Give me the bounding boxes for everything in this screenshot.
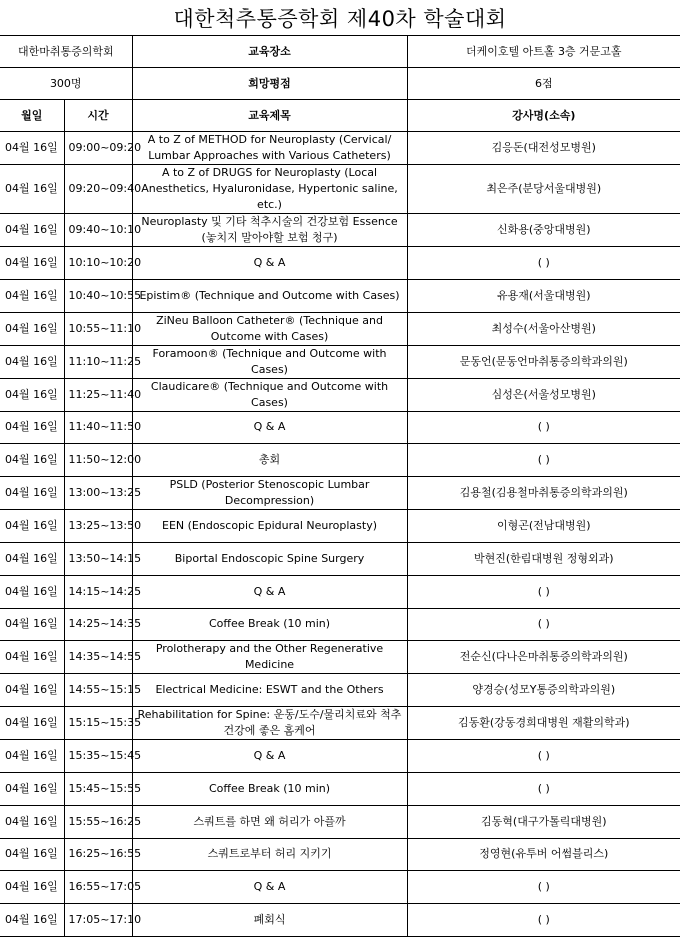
time-cell: 15:15~15:35 [64,707,132,740]
time-cell: 13:25~13:50 [64,510,132,543]
topic-cell: Neuroplasty 및 기타 척추시술의 건강보험 Essence (놓치지 말아야할 보험 청구) [132,214,407,247]
time-cell: 11:40~11:50 [64,411,132,444]
topic-cell: 총회 [132,444,407,477]
topic-cell: Q & A [132,871,407,904]
column-header-speaker: 강사명(소속) [407,100,680,132]
time-cell: 11:50~12:00 [64,444,132,477]
date-cell: 04월 16일 [0,542,64,575]
topic-cell: Rehabilitation for Spine: 운동/도수/물리치료와 척추 건강에 좋은 홈케어 [132,707,407,740]
speaker-cell: ( ) [407,444,680,477]
speaker-cell: 이형곤(전남대병원) [407,510,680,543]
date-cell: 04월 16일 [0,477,64,510]
date-cell: 04월 16일 [0,165,64,214]
time-cell: 09:20~09:40 [64,165,132,214]
date-cell: 04월 16일 [0,805,64,838]
speaker-cell: 신화용(중앙대병원) [407,214,680,247]
speaker-cell: ( ) [407,740,680,773]
info-row-venue [0,36,680,68]
time-cell: 16:55~17:05 [64,871,132,904]
table-row [0,707,680,740]
date-cell: 04월 16일 [0,510,64,543]
topic-cell: Claudicare® (Technique and Outcome with Cases) [132,378,407,411]
time-cell: 14:35~14:55 [64,641,132,674]
credit-value: 6점 [407,68,680,100]
time-cell: 09:40~10:10 [64,214,132,247]
topic-cell: EEN (Endoscopic Epidural Neuroplasty) [132,510,407,543]
speaker-cell: 정영현(유투버 어썸블리스) [407,838,680,871]
topic-cell: Q & A [132,247,407,280]
credit-label: 희망평점 [132,68,407,100]
topic-cell: 스쿼트로부터 허리 지키기 [132,838,407,871]
table-row [0,904,680,937]
table-row [0,740,680,773]
speaker-cell: 전순신(다나은마취통증의학과의원) [407,641,680,674]
time-cell: 09:00~09:20 [64,132,132,165]
topic-cell: Q & A [132,575,407,608]
speaker-cell: 김동환(강동경희대병원 재활의학과) [407,707,680,740]
speaker-cell: 문동언(문동언마취통증의학과의원) [407,345,680,378]
speaker-cell: ( ) [407,871,680,904]
date-cell: 04월 16일 [0,575,64,608]
topic-cell: Coffee Break (10 min) [132,772,407,805]
time-cell: 17:05~17:10 [64,904,132,937]
topic-cell: Prolotherapy and the Other Regenerative Medicine [132,641,407,674]
topic-cell: 스쿼트를 하면 왜 허리가 아플까 [132,805,407,838]
date-cell: 04월 16일 [0,608,64,641]
time-cell: 14:25~14:35 [64,608,132,641]
speaker-cell: 심성은(서울성모병원) [407,378,680,411]
time-cell: 15:55~16:25 [64,805,132,838]
speaker-cell: 유용재(서울대병원) [407,279,680,312]
time-cell: 16:25~16:55 [64,838,132,871]
date-cell: 04월 16일 [0,444,64,477]
column-header-topic: 교육제목 [132,100,407,132]
time-cell: 15:35~15:45 [64,740,132,773]
capacity-cell: 300명 [0,68,132,100]
time-cell: 13:50~14:15 [64,542,132,575]
speaker-cell: ( ) [407,904,680,937]
schedule-table [0,35,680,937]
table-row [0,838,680,871]
table-row [0,345,680,378]
date-cell: 04월 16일 [0,378,64,411]
organizer-cell: 대한마취통증의학회 [0,36,132,68]
table-row [0,132,680,165]
column-header-row [0,100,680,132]
date-cell: 04월 16일 [0,132,64,165]
speaker-cell: ( ) [407,411,680,444]
speaker-cell: 최성수(서울아산병원) [407,312,680,345]
time-cell: 10:40~10:55 [64,279,132,312]
date-cell: 04월 16일 [0,247,64,280]
date-cell: 04월 16일 [0,674,64,707]
date-cell: 04월 16일 [0,871,64,904]
date-cell: 04월 16일 [0,904,64,937]
date-cell: 04월 16일 [0,740,64,773]
date-cell: 04월 16일 [0,279,64,312]
table-row [0,772,680,805]
topic-cell: Electrical Medicine: ESWT and the Others [132,674,407,707]
table-row [0,674,680,707]
speaker-cell: ( ) [407,608,680,641]
topic-cell: Q & A [132,411,407,444]
venue-value: 더케이호텔 아트홀 3층 거문고홀 [407,36,680,68]
date-cell: 04월 16일 [0,411,64,444]
time-cell: 10:10~10:20 [64,247,132,280]
table-row [0,247,680,280]
table-row [0,444,680,477]
topic-cell: ZiNeu Balloon Catheter® (Technique and Outcome with Cases) [132,312,407,345]
time-cell: 13:00~13:25 [64,477,132,510]
speaker-cell: ( ) [407,772,680,805]
topic-cell: 폐회식 [132,904,407,937]
column-header-date: 월일 [0,100,64,132]
table-row [0,279,680,312]
table-row [0,641,680,674]
speaker-cell: ( ) [407,575,680,608]
table-row [0,477,680,510]
topic-cell: Foramoon® (Technique and Outcome with Cases) [132,345,407,378]
table-row [0,378,680,411]
speaker-cell: 최은주(분당서울대병원) [407,165,680,214]
topic-cell: A to Z of METHOD for Neuroplasty (Cervical/ Lumbar Approaches with Various Catheters) [132,132,407,165]
speaker-cell: 김용철(김용철마취통증의학과의원) [407,477,680,510]
topic-cell: Epistim® (Technique and Outcome with Cases) [132,279,407,312]
date-cell: 04월 16일 [0,312,64,345]
time-cell: 11:10~11:25 [64,345,132,378]
topic-cell: Coffee Break (10 min) [132,608,407,641]
speaker-cell: ( ) [407,247,680,280]
speaker-cell: 김동혁(대구가톨릭대병원) [407,805,680,838]
table-row [0,510,680,543]
date-cell: 04월 16일 [0,214,64,247]
speaker-cell: 양경승(성모Y통증의학과의원) [407,674,680,707]
table-row [0,411,680,444]
table-row [0,312,680,345]
topic-cell: Biportal Endoscopic Spine Surgery [132,542,407,575]
time-cell: 14:55~15:15 [64,674,132,707]
date-cell: 04월 16일 [0,641,64,674]
topic-cell: PSLD (Posterior Stenoscopic Lumbar Decompression) [132,477,407,510]
table-row [0,542,680,575]
date-cell: 04월 16일 [0,838,64,871]
time-cell: 14:15~14:25 [64,575,132,608]
column-header-time: 시간 [64,100,132,132]
table-row [0,871,680,904]
date-cell: 04월 16일 [0,707,64,740]
topic-cell: Q & A [132,740,407,773]
time-cell: 11:25~11:40 [64,378,132,411]
topic-cell: A to Z of DRUGS for Neuroplasty (Local Anesthetics, Hyaluronidase, Hypertonic saline, etc.) [132,165,407,214]
table-row [0,214,680,247]
speaker-cell: 박현진(한림대병원 정형외과) [407,542,680,575]
table-row [0,608,680,641]
speaker-cell: 김응돈(대전성모병원) [407,132,680,165]
date-cell: 04월 16일 [0,772,64,805]
info-row-credit [0,68,680,100]
table-row [0,575,680,608]
date-cell: 04월 16일 [0,345,64,378]
time-cell: 15:45~15:55 [64,772,132,805]
table-row [0,805,680,838]
page-title: 대한척추통증학회 제40차 학술대회 [0,0,680,36]
venue-label: 교육장소 [132,36,407,68]
table-row [0,165,680,214]
time-cell: 10:55~11:10 [64,312,132,345]
